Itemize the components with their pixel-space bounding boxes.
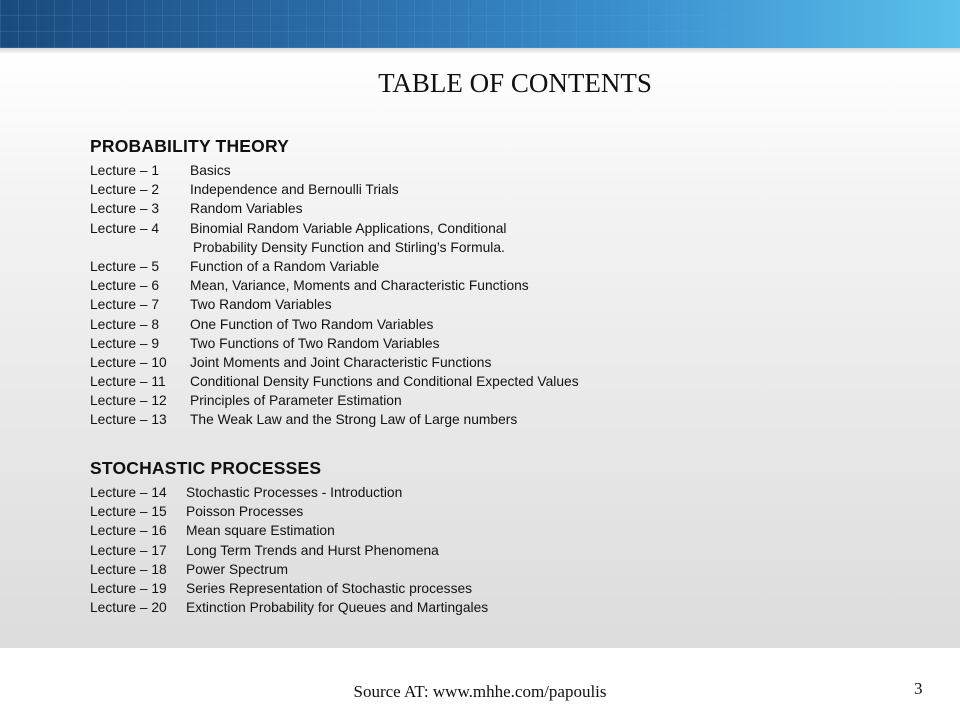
- lecture-title: Principles of Parameter Estimation: [190, 393, 402, 409]
- header-banner: [0, 0, 960, 48]
- lecture-title: Conditional Density Functions and Conditional Expected Values: [190, 374, 579, 390]
- lecture-item: [90, 353, 910, 372]
- lecture-number: Lecture – 7: [90, 297, 160, 313]
- lecture-item: [90, 257, 910, 276]
- lecture-title: The Weak Law and the Strong Law of Large numbers: [190, 412, 518, 428]
- lecture-title: Power Spectrum: [186, 561, 288, 577]
- lecture-item: [90, 161, 910, 180]
- lecture-item: [90, 219, 910, 238]
- lecture-number: Lecture – 18: [90, 561, 167, 577]
- page-title: TABLE OF CONTENTS: [378, 68, 652, 98]
- lecture-number: Lecture – 16: [90, 523, 167, 539]
- lecture-continuation: Probability Density Function and Stirling’s Formula.: [193, 239, 505, 255]
- lecture-title: Two Random Variables: [190, 297, 332, 313]
- lecture-title: Two Functions of Two Random Variables: [190, 335, 440, 351]
- section-probability-theory: [90, 136, 910, 430]
- lecture-title: Basics: [190, 163, 231, 178]
- section-stochastic-processes: [90, 458, 910, 617]
- lecture-title: Joint Moments and Joint Characteristic Functions: [190, 354, 492, 370]
- lecture-number: Lecture – 8: [90, 316, 160, 332]
- lecture-title: Poisson Processes: [186, 504, 304, 520]
- lecture-number: Lecture – 3: [90, 201, 160, 217]
- lecture-item: [90, 180, 910, 199]
- section-heading: STOCHASTIC PROCESSES: [90, 458, 322, 478]
- lecture-item: [90, 521, 910, 540]
- lecture-title: Stochastic Processes - Introduction: [186, 485, 403, 500]
- lecture-title: Mean, Variance, Moments and Characteristic Functions: [190, 278, 529, 294]
- lecture-item: [90, 579, 910, 598]
- lecture-number: Lecture – 11: [90, 374, 166, 390]
- lecture-title: Random Variables: [190, 201, 303, 217]
- banner-pattern: [0, 0, 960, 48]
- lecture-number: Lecture – 2: [90, 182, 160, 198]
- lecture-number: Lecture – 1: [90, 163, 160, 178]
- lecture-item: [90, 372, 910, 391]
- lecture-title: Function of a Random Variable: [190, 258, 380, 274]
- lecture-title: Mean square Estimation: [186, 523, 335, 539]
- lecture-title: Series Representation of Stochastic processes: [186, 580, 473, 596]
- lecture-number: Lecture – 17: [90, 542, 167, 558]
- lecture-item: [90, 483, 910, 502]
- lecture-number: Lecture – 20: [90, 600, 167, 616]
- lecture-item: [90, 541, 910, 560]
- lecture-title: Independence and Bernoulli Trials: [190, 182, 399, 198]
- lecture-number: Lecture – 5: [90, 258, 160, 274]
- lecture-item: [90, 199, 910, 218]
- lecture-title: Binomial Random Variable Applications, Conditional: [190, 220, 507, 236]
- lecture-title: Long Term Trends and Hurst Phenomena: [186, 542, 439, 558]
- lecture-number: Lecture – 4: [90, 220, 160, 236]
- lecture-item: [90, 391, 910, 410]
- lecture-item: [90, 598, 910, 617]
- lecture-item: [90, 315, 910, 334]
- lecture-item: [90, 560, 910, 579]
- lecture-number: Lecture – 6: [90, 278, 160, 294]
- page-number: 3: [914, 679, 923, 698]
- lecture-item: [90, 410, 910, 429]
- lecture-item: [90, 502, 910, 521]
- source-citation: Source AT: www.mhhe.com/papoulis: [353, 682, 607, 701]
- lecture-item: [90, 295, 910, 314]
- lecture-item: [90, 276, 910, 295]
- lecture-number: Lecture – 12: [90, 393, 167, 409]
- lecture-number: Lecture – 19: [90, 580, 167, 596]
- lecture-title: Extinction Probability for Queues and Martingales: [186, 600, 489, 616]
- lecture-number: Lecture – 13: [90, 412, 167, 428]
- lecture-number: Lecture – 10: [90, 354, 167, 370]
- section-heading: PROBABILITY THEORY: [90, 136, 290, 156]
- lecture-number: Lecture – 15: [90, 504, 167, 520]
- lecture-title: One Function of Two Random Variables: [190, 316, 434, 332]
- lecture-number: Lecture – 14: [90, 485, 167, 500]
- lecture-number: Lecture – 9: [90, 335, 160, 351]
- lecture-item: [90, 334, 910, 353]
